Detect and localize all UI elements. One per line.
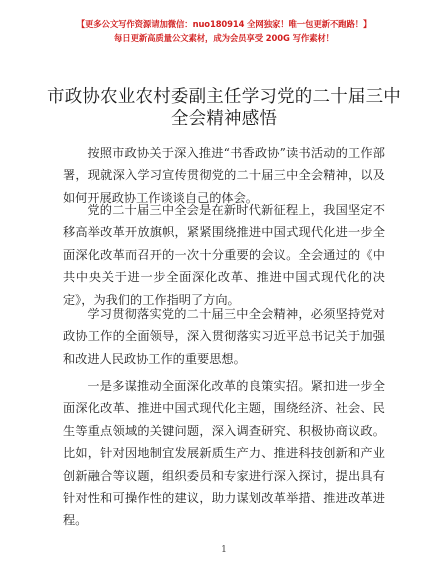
promo-banner-line-1: 【更多公文写作资源请加微信：nuo180914 全网独家！唯一包更新不跑路！】 bbox=[76, 19, 372, 29]
paragraph-1: 按照市政协关于深入推进“书香政协”读书活动的工作部署，现就深入学习宣传贯彻党的二十届三中全会精神，以及如何开展政协工作谈谈自己的体会。 bbox=[63, 146, 385, 205]
paragraph-2: 党的二十届三中全会是在新时代新征程上，我国坚定不移高举改革开放旗帜，紧紧围绕推进中国式现代化进一步全面深化改革而召开的一次十分重要的会议。全会通过的《中共中央关于进一步全面深化改革、推进中国式现代化的决定》，为我们的工作指明了方向。 bbox=[63, 203, 385, 307]
promo-banner-line-2: 每日更新高质量公文素材，成为会员享受 200G 写作素材！ bbox=[114, 33, 334, 43]
document-title-line-1: 市政协农业农村委副主任学习党的二十届三中 bbox=[47, 87, 401, 107]
paragraph-4: 一是多谋推动全面深化改革的良策实招。紧扣进一步全面深化改革、推进中国式现代化主题，围绕经济、社会、民生等重点领域的关键问题，深入调查研究、积极协商议政。比如，针对因地制宜发展新质生产力、推进科技创新和产业创新融合等议题，组织委员和专家进行深入探讨，提出具有针对性和可操作性的建议，助力谋划改革举措、推进改革进程。 bbox=[63, 379, 385, 528]
page-number: 1 bbox=[221, 545, 227, 555]
document-title-line-2: 全会精神感悟 bbox=[170, 109, 278, 129]
paragraph-3: 学习贯彻落实党的二十届三中全会精神，必须坚持党对政协工作的全面领导，深入贯彻落实习近平总书记关于加强和改进人民政协工作的重要思想。 bbox=[63, 307, 385, 366]
